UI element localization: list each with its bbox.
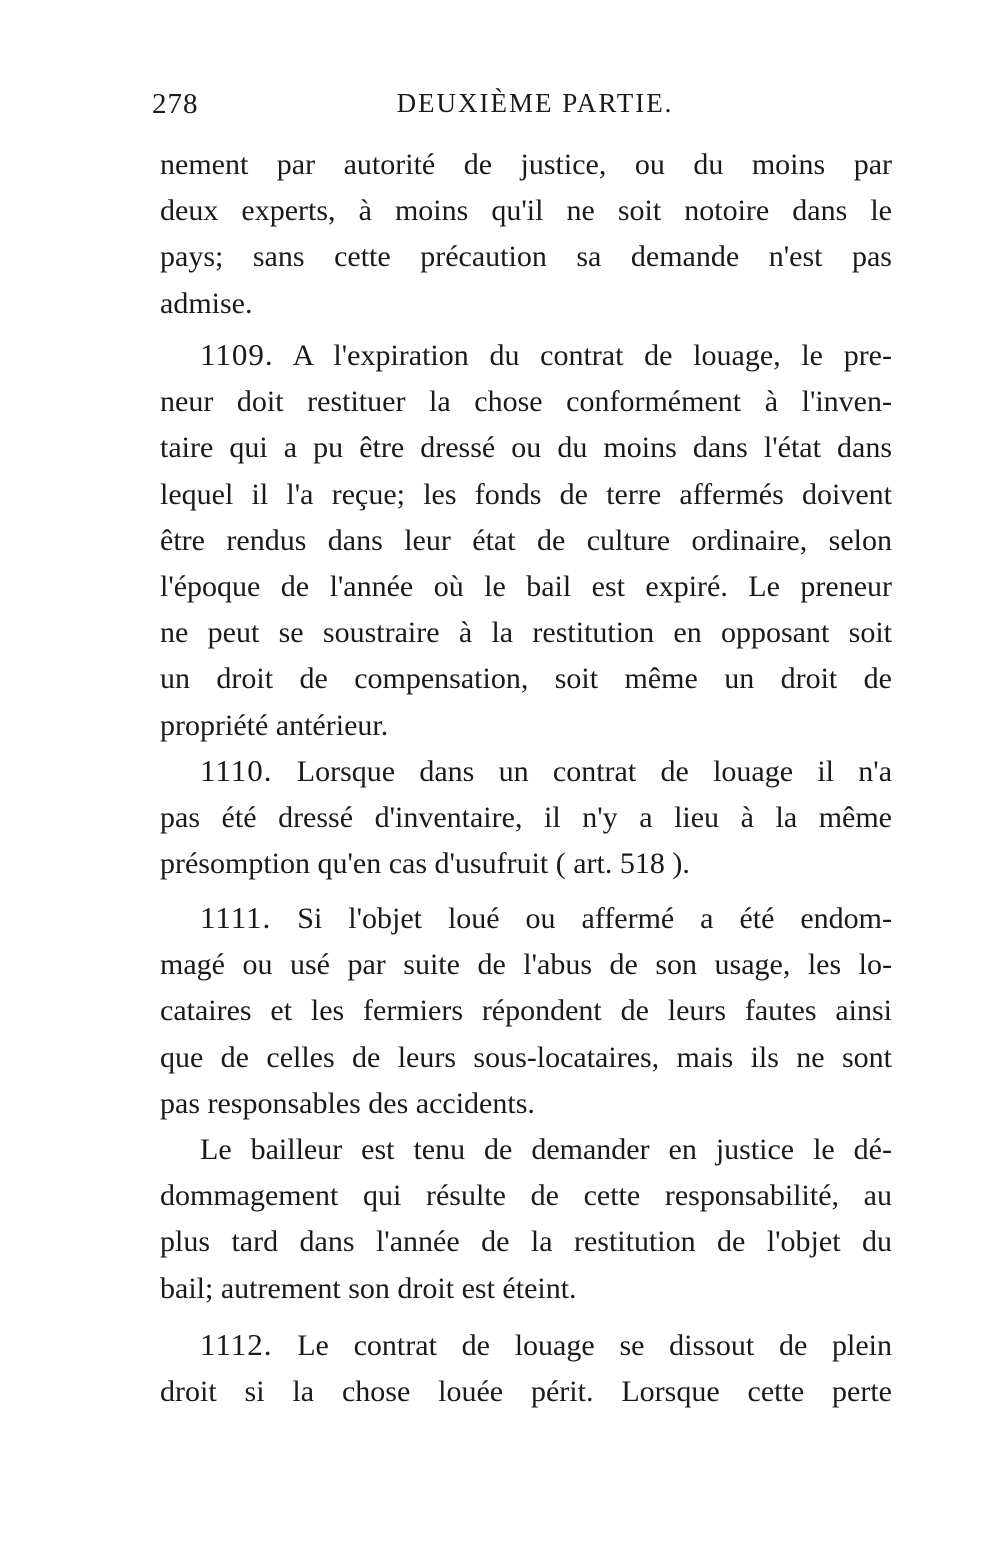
text-line: propriété antérieur. — [160, 708, 389, 742]
article-number: 1111. — [200, 900, 272, 935]
continuation-paragraph — [160, 142, 892, 327]
article-1109 — [160, 332, 892, 749]
running-head: DEUXIÈME PARTIE. — [396, 88, 674, 118]
article-text: Lorsque dans un contrat de louage il n'a — [296, 755, 892, 788]
text-line: Le bailleur est tenu de demander en justice le dé- — [200, 1133, 892, 1166]
text-line — [160, 895, 892, 942]
text-line: un droit de compensation, soit même un droit de — [160, 662, 892, 696]
article-number: 1112. — [200, 1327, 273, 1362]
text-line: neur doit restituer la chose conformément à l'inven- — [160, 385, 892, 419]
text-line: ne peut se soustraire à la restitution en opposant soit — [160, 616, 892, 650]
text-line: pays; sans cette précaution sa demande n'est pas — [160, 240, 892, 274]
text-line: pas été dressé d'inventaire, il n'y a lieu à la même — [160, 801, 892, 835]
article-1110 — [160, 748, 892, 888]
text-line: que de celles de leurs sous-locataires, mais ils ne sont — [160, 1040, 892, 1074]
text-line: lequel il l'a reçue; les fonds de terre affermés doivent — [160, 477, 892, 511]
text-line: plus tard dans l'année de la restitution de l'objet du — [160, 1225, 892, 1259]
text-line: l'époque de l'année où le bail est expiré. Le preneur — [160, 570, 892, 604]
article-text: Le contrat de louage se dissout de plein — [297, 1329, 892, 1362]
text-line: pas responsables des accidents. — [160, 1086, 535, 1120]
text-line: magé ou usé par suite de l'abus de son usage, les lo- — [160, 948, 892, 982]
text-line — [160, 1322, 892, 1369]
page-number: 278 — [152, 88, 199, 120]
text-line: présomption qu'en cas d'usufruit ( art. 518 ). — [160, 847, 690, 881]
article-1111 — [160, 895, 892, 1127]
paragraph-bailleur — [160, 1127, 892, 1312]
text-line: être rendus dans leur état de culture ordinaire, selon — [160, 523, 892, 557]
page-header — [152, 88, 904, 134]
text-line — [160, 748, 892, 795]
text-line: dommagement qui résulte de cette responsabilité, au — [160, 1179, 892, 1213]
text-line: cataires et les fermiers répondent de leurs fautes ainsi — [160, 994, 892, 1028]
article-number: 1109. — [200, 337, 274, 372]
text-line: nement par autorité de justice, ou du moins par — [160, 148, 892, 181]
text-line: deux experts, à moins qu'il ne soit notoire dans le — [160, 194, 892, 228]
article-1112 — [160, 1322, 892, 1415]
text-line: taire qui a pu être dressé ou du moins dans l'état dans — [160, 431, 892, 465]
article-text: A l'expiration du contrat de louage, le pre- — [292, 339, 892, 372]
text-line: admise. — [160, 286, 253, 320]
article-number: 1110. — [200, 753, 273, 788]
article-text: Si l'objet loué ou affermé a été endom- — [297, 902, 892, 935]
text-line: bail; autrement son droit est éteint. — [160, 1271, 577, 1305]
text-line: droit si la chose louée périt. Lorsque cette perte — [160, 1375, 892, 1409]
text-line — [160, 332, 892, 379]
